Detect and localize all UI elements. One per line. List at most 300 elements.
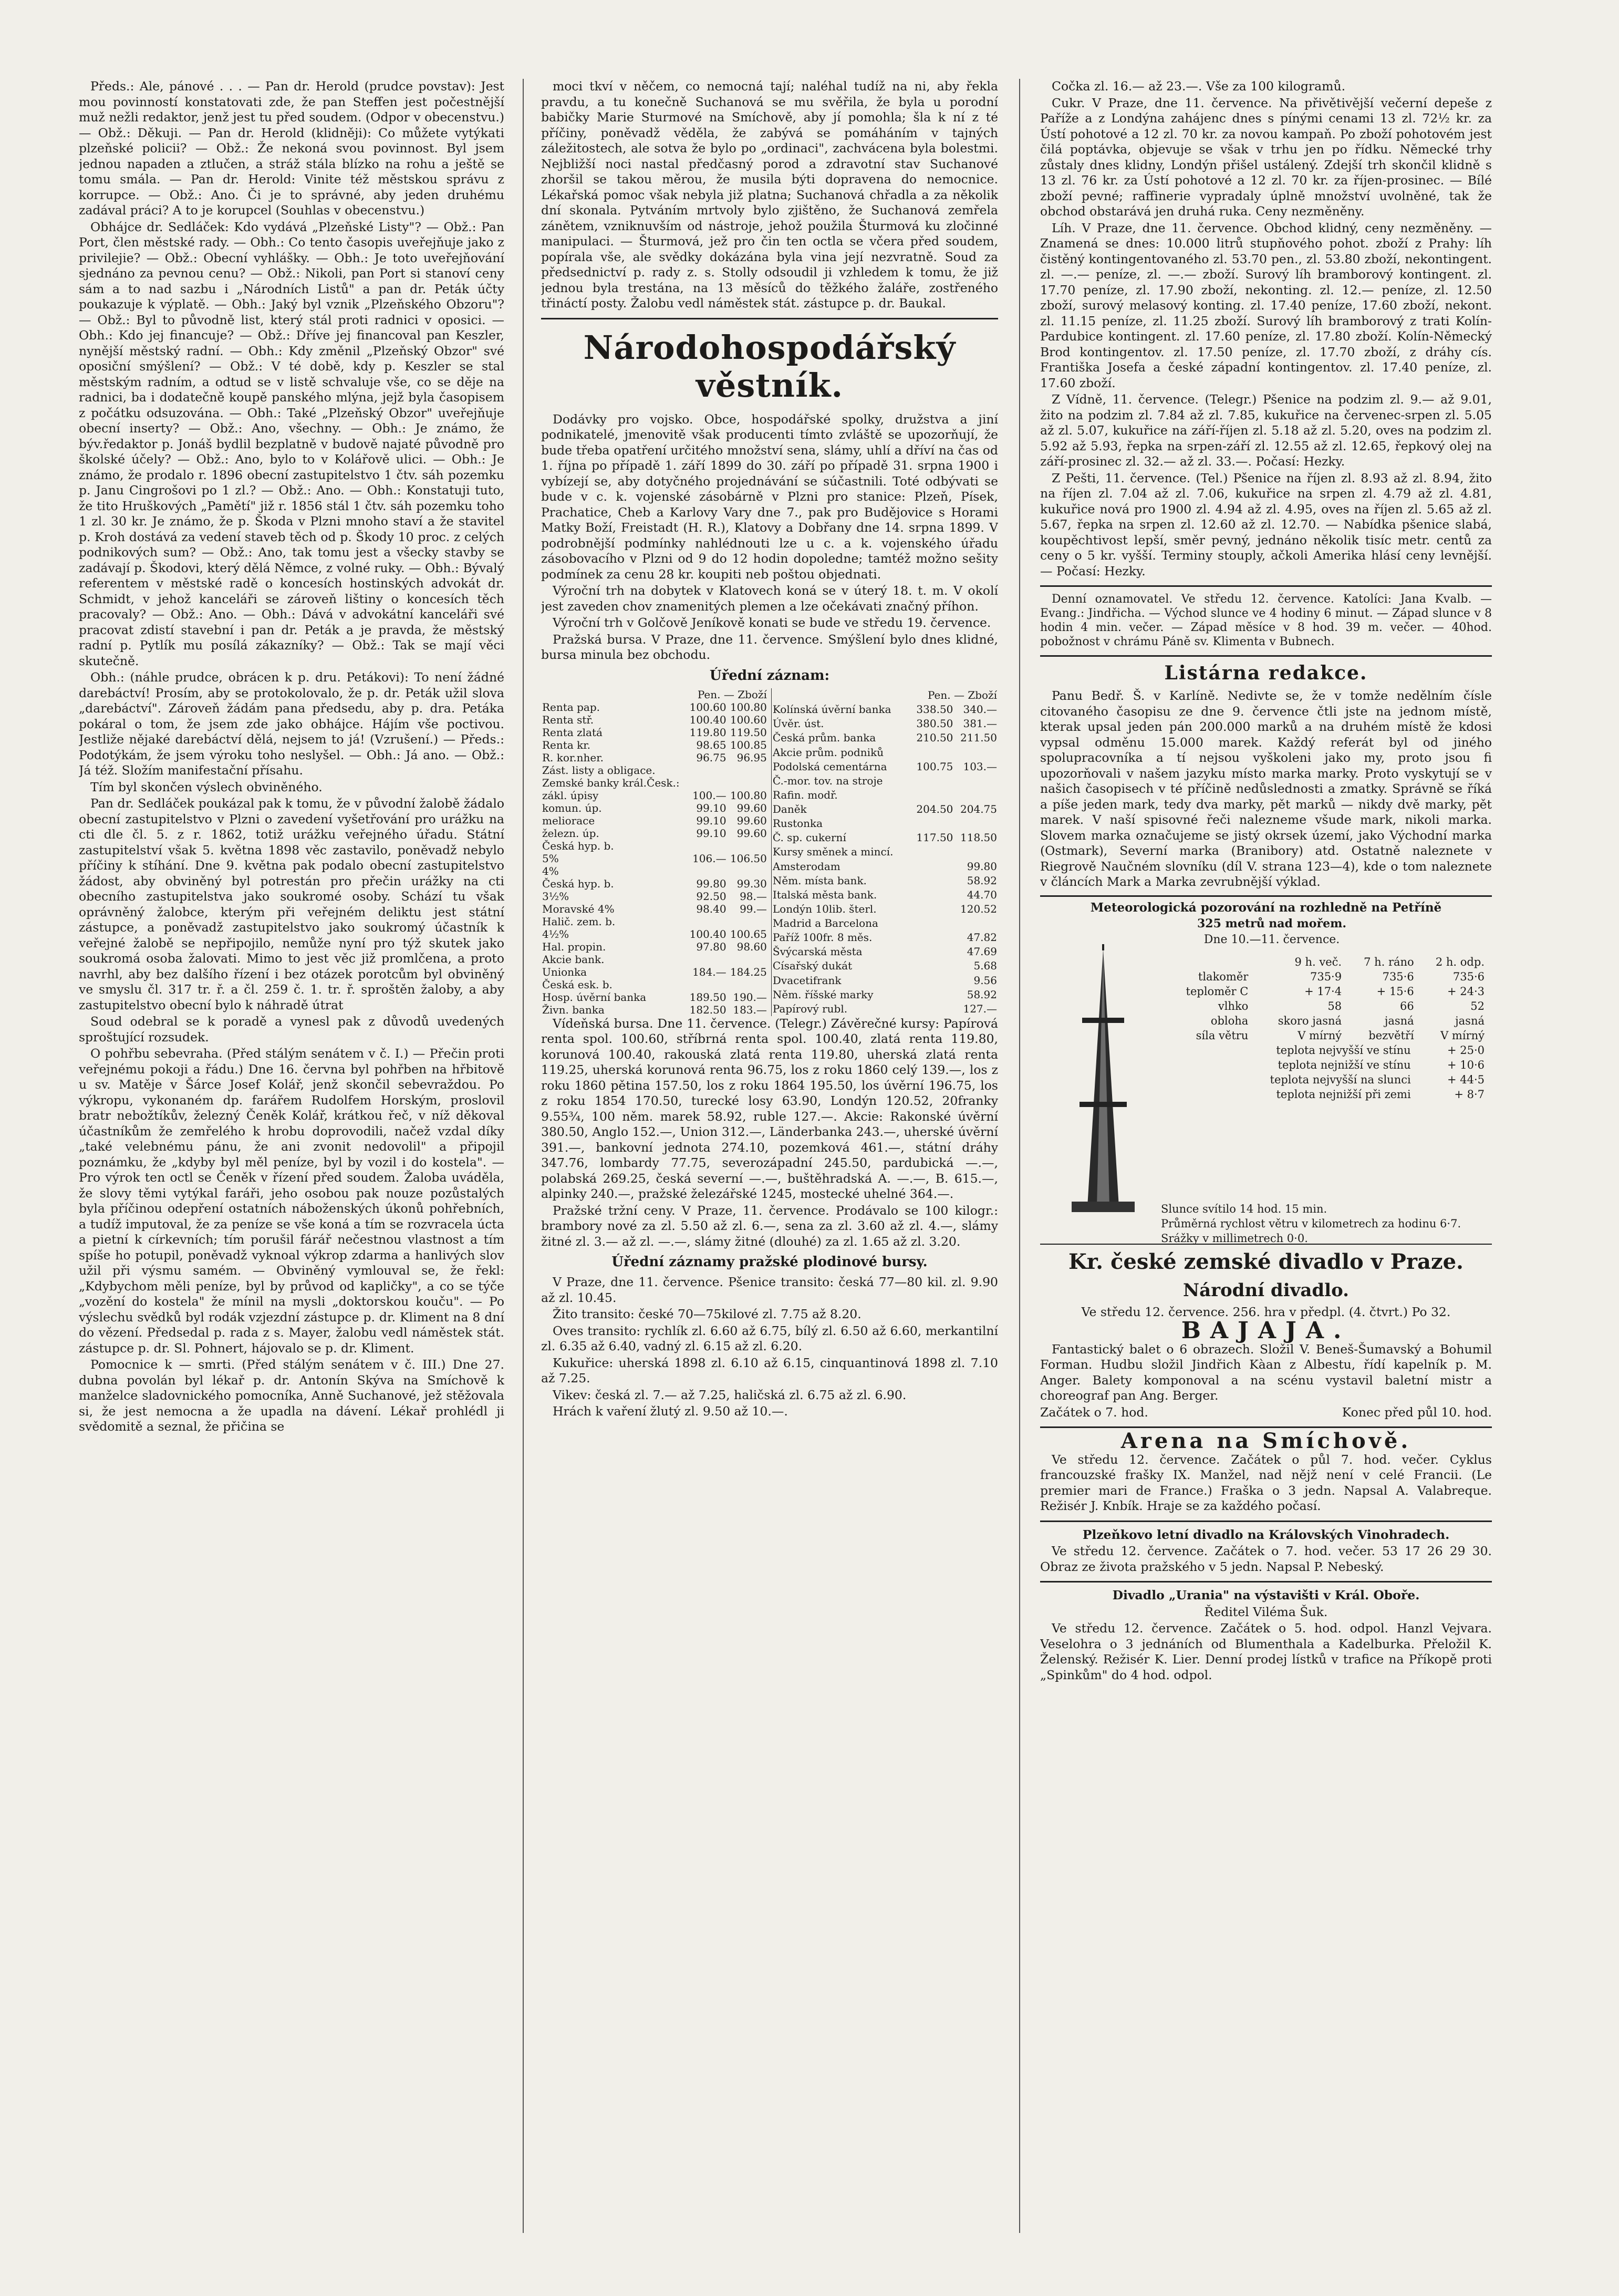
table-row: [1161, 1058, 1487, 1072]
table-row: [541, 865, 768, 877]
cell-value: + 8·7: [1454, 1088, 1485, 1101]
theatre-title: Plzeňkovo letní divadlo na Královských Vinohradech.: [1082, 1527, 1450, 1542]
paragraph: Vikev: česká zl. 7.— až 7.25, haličská zl. 6.75 až zl. 6.90.: [553, 1387, 907, 1402]
cell-value: [728, 865, 768, 877]
cell-value: 58.92: [967, 874, 997, 887]
table-row: [1161, 1087, 1487, 1102]
table-row: [771, 973, 998, 987]
row-label: Č.-mor. tov. na stroje: [772, 774, 883, 787]
cell-value: 182.50: [689, 1003, 727, 1016]
meteo-subtitle: 325 metrů nad mořem.: [1197, 917, 1347, 930]
row-label: Daněk: [772, 803, 807, 816]
divider: [1040, 585, 1492, 587]
table-row: [541, 940, 768, 953]
cell-value: [910, 873, 954, 887]
meteo-col-header: 9 h. več.: [1294, 955, 1342, 968]
table-row: [1161, 1013, 1487, 1028]
cell-value: [910, 859, 954, 873]
row-label: Renta pap.: [542, 700, 600, 713]
row-label: Kursy směnek a mincí.: [772, 845, 894, 859]
paragraph: Žito transito: české 70—75kilové zl. 7.75 až 8.20.: [553, 1307, 862, 1321]
cell-value: [954, 788, 998, 802]
table-row: [541, 953, 768, 966]
cell-value: [728, 764, 768, 777]
cell-value: [910, 745, 954, 759]
column-2: [541, 79, 998, 2233]
row-label: Úvěr. úst.: [772, 717, 824, 730]
newspaper-page: [79, 79, 1492, 2233]
cell-value: [728, 915, 768, 928]
row-label: teplota nejvyšší na slunci: [1270, 1073, 1411, 1086]
meteo-note: Slunce svítilo 14 hod. 15 min.: [1161, 1202, 1327, 1215]
cell-value: 183.—: [733, 1003, 767, 1016]
table-row: [541, 777, 768, 789]
cell-value: [687, 777, 727, 789]
theatre-subtitle: Ředitel Viléma Šuk.: [1204, 1604, 1328, 1619]
table-row: [541, 840, 768, 852]
cell-value: 100.65: [730, 927, 767, 940]
row-label: vlhko: [1218, 999, 1249, 1012]
table-row: [771, 788, 998, 802]
row-label: Zemské banky král.Česk.:: [542, 776, 680, 789]
cell-value: 117.50: [916, 831, 953, 844]
table-row: [541, 739, 768, 751]
cell-value: 99.10: [696, 814, 727, 827]
paragraph: Tím byl skončen výslech obviněného.: [90, 779, 323, 794]
row-label: Švýcarská města: [772, 945, 863, 958]
cell-value: jasná: [1455, 1014, 1485, 1027]
row-label: Akcie bank.: [542, 953, 605, 966]
section-heading: Listárna redakce.: [1164, 662, 1368, 684]
table-row: [541, 751, 768, 764]
cell-value: 100.60: [730, 713, 767, 726]
row-label: obloha: [1210, 1014, 1249, 1027]
cell-value: 100.85: [730, 738, 767, 751]
row-label: 4%: [542, 864, 559, 877]
cell-value: 118.50: [960, 831, 997, 844]
cell-value: [687, 953, 727, 966]
cell-value: 380.50: [916, 717, 953, 730]
table-row: [1161, 1072, 1487, 1087]
theatre-title: Divadlo „Urania" na výstavišti v Král. Oboře.: [1112, 1588, 1420, 1602]
cell-value: [687, 865, 727, 877]
table-row: [541, 852, 768, 865]
table-header: Pen. — Zboží: [697, 688, 767, 701]
cell-value: [910, 930, 954, 945]
arena-title: Arena na Smíchově.: [1120, 1429, 1412, 1453]
cell-value: [910, 845, 954, 859]
cell-value: 381.—: [963, 717, 997, 730]
paragraph: Pražské tržní ceny. V Praze, 11. července. Prodávalo se 100 kilogr.: brambory nové za zl. 5.50 až zl. 6.—, sena za zl. 3.60 až zl. 4.—, slámy žitné zl. 3.— až zl. —.—, slámy žitné (dlouhé) za zl. 1.65 až zl. 3.20.: [541, 1203, 998, 1249]
table-row: [541, 827, 768, 840]
meteo-table: [1161, 955, 1487, 1102]
rates-table-left: [541, 688, 768, 1016]
row-label: Česká prům. banka: [772, 731, 876, 744]
row-label: Papírový rubl.: [772, 1002, 848, 1015]
cell-value: 98.65: [696, 738, 727, 751]
cell-value: [910, 959, 954, 973]
row-label: železn. úp.: [542, 826, 599, 840]
paragraph: Fantastický balet o 6 obrazech. Složil V. Beneš-Šumavský a Bohumil Forman. Hudbu složil Jindřich Kàan z Albestu, řídí kapelník p. M. Anger. Balety komponoval a na scénu vystavil baletní mistr a choreograf pan Ang. Berger.: [1040, 1341, 1492, 1403]
start-time: Začátek o 7. hod.: [1040, 1404, 1148, 1420]
cell-value: 190.—: [733, 990, 767, 1004]
paragraph: Hrách k vaření žlutý zl. 9.50 až 10.—.: [553, 1404, 788, 1419]
cell-value: + 44·5: [1447, 1073, 1485, 1086]
paragraph: O pohřbu sebevraha. (Před stálým senátem v č. I.) — Přečin proti veřejnému pokoji a řádu.) Dne 16. června byl pohřben na hřbitově u sv. Matěje v Šárce Josef Kolář, jenž skončil sebevraždou. Po výkropu, vykonaném dp. farářem Rudolfem Horským, proslovil bratr nebožtíkův, železný Čeněk Kolář, krátkou řeč, v níž děkoval účastníkům že zemřelého k hrobu doprovodili, načež vzdal díky „také velebnému pánu, že ani zvonit nedovolil" a připojil poznámku, že „kdyby byl měl peníze, byl by vozil i do kostela". — Pro výrok ten octl se Čeněk v řízení před soudem. Žaloba uváděla, že slovy těmi vytýkal faráři, jeho osobou pak nouze pozůstalých byla příčinou odepření ostatních náboženských úkonů pohřebních, a tudíž imputoval, že za peníze se vše koná a tím se rozvracela úcta a pietní k církevních; tím porušil fárář nečestnou vlastnost a tím spíše ho potupil, poněvadž vyknoal výkrop zdarma a hanlivých slov užil při výsmu samém. — Obviněný vymlouval se, že řekl: „Kdybychom měli peníze, byl by průvod od kapličky", a co se týče „vozění do kostela" že mínil na mysli „doktorskou kouču". — Po výslechu svědků byl rodák vzjezdní zástupce p. dr. Kliment na 8 dní do vězení. Předsedal p. rada z s. Mayer, žalobu vedl náměstek stát. zástupce p. dr. Sl. Pohnert, hájovalo se p. dr. Kliment.: [79, 1046, 504, 1356]
row-label: teplota nejnižší ve stínu: [1278, 1058, 1411, 1071]
cell-value: [910, 816, 954, 831]
row-label: Londýn 10lib. šterl.: [772, 902, 877, 915]
play-times: [1040, 1405, 1492, 1421]
meteo-note: Srážky v millimetrech 0·0.: [1161, 1232, 1308, 1245]
row-label: Č. sp. cukerní: [772, 831, 846, 844]
paragraph: Cočka zl. 16.— až 23.—. Vše za 100 kilogramů.: [1052, 79, 1346, 94]
table-row: [771, 945, 998, 959]
paragraph: Pomocnice k — smrti. (Před stálým senátem v č. III.) Dne 27. dubna povolán byl lékař p. dr. Antonín Skýva na Smíchově k manželce sladovnického pomocníka, Anně Suchanové, jež stěžovala si, že jest nemocna a že upadla na dávení. Lékař prohlédl ji svědomitě a seznal, že přičina se: [79, 1357, 504, 1434]
table-header: Pen. — Zboží: [927, 689, 997, 702]
paragraph: moci tkví v něčem, co nemocná tají; naléhal tudíž na ni, aby řekla pravdu, a tu konečně Suchanová se mu svěřila, že byla u porodní babičky Marie Sturmové na Smíchově, aby jí pomohla; šla k ní z té příčiny, poněvadž věděla, že zabývá se pomáháním v tajných záležitostech, ale sotva že bylo po „ordinaci", zachvácena byla bolestmi. Nejbližší noci nastal předčasný porod a zdravotní stav Suchanové zhoršil se takou měrou, že musila býti dopravena do nemocnice. Lékařská pomoc však nebyla již platna; Suchanová chřadla a za několik dní skonala. Pytváním mrtvoly bylo zjištěno, že Suchanová zemřela zánětem, vzniknuvším od nástroje, jehož použila Šturmová ku zločinné manipulaci. — Šturmová, jež pro čin ten octla se včera před soudem, popírala vše, ale svědky dokázána byla vina její nezvratně. Soud za předsednictví p. rady z. s. Stolly odsoudil ji vzhledem k tomu, že již jednou byla trestána, na 13 měsíců do těžkého žaláře, zostřeného třináctí posty. Žalobu vedl náměstek stát. zástupce p. dr. Baukal.: [541, 79, 998, 311]
row-label: Rustonka: [772, 817, 823, 830]
cell-value: [910, 788, 954, 802]
table-row: [541, 701, 768, 713]
paragraph: Líh. V Praze, dne 11. července. Obchod klidný, ceny nezměněny. — Znamená se dnes: 10.000 litrů stupňového pohot. zboží z Prahy: líh čistěný kontingentovaného zl. 53.70 pen., zl. 53.80 zboží, nekontingent. zl. —.— peníze, zl. —.— zboží. Surový líh bramborový kontingent. zl. 17.70 peníze, zl. 17.90 zboží, nekonting. zl. 12.— peníze, zl. 12.50 zboží, surový melasový konting. zl. 17.40 peníze, 17.60 zboží, nekont. zl. 11.15 peníze, zl. 11.25 zboží. Surový líh bramborový z trati Kolín-Pardubice kontingent. zl. 17.60 peníze, zl. 17.80 zboží. Kolín-Německý Brod kontingentov. zl. 17.50 peníze, zl. 17.70 zboží, z dráhy cís. Františka Josefa a české západní kontingentov. zl. 17.40 peníze, zl. 17.60 zboží.: [1040, 220, 1492, 390]
paragraph: Dodávky pro vojsko. Obce, hospodářské spolky, družstva a jiní podnikatelé, jmenovitě však producenti tímto zvláště se upozorňují, že bude třeba opatření určitého množství sena, slámy, uhlí a dříví na čas od 1. října po případě 1. září 1899 do 30. září po případě 31. srpna 1900 i vybízejí se, aby dotyčného projednávání se súčastnili. Toté odbývati se bude v c. k. vojenské zásobárně v Plzni pro stanice: Plzeň, Písek, Prachatice, Cheb a Karlovy Vary dne 7., pak pro Budějovice s Horami Matky Boží, Freistadt (H. R.), Klatovy a Dobřany dne 14. srpna 1899. V podrobnější podmínky nahlédnouti lze u c. a k. vojenského úřadu zásobovacího v Plzni od 9 do 12 hodin dopoledne; tamtéž možno sešity podmínek za cenu 28 kr. koupiti neb poštou objednati.: [541, 411, 998, 582]
row-label: Rafin. modř.: [772, 788, 838, 801]
row-label: Renta zlatá: [542, 726, 603, 739]
paragraph: Vídeňská bursa. Dne 11. července. (Telegr.) Závěrečné kursy: Papírová renta spol. 100.60, stříbrná renta spol. 100.40, zlatá renta 119.80, korunová 100.40, rakouská zlatá renta 119.80, uherská zlatá renta 119.25, uherská korunová renta 96.75, los z roku 1860 celý 139.—, los z roku 1860 pětina 157.50, los z roku 1864 195.50, los úvěrní 196.75, los z roku 1854 170.50, turecké losy 63.90, Londýn 120.52, 20franky 9.55¾, 100 něm. marek 58.92, ruble 127.—. Akcie: Rakonské úvěrní 380.50, Anglo 152.—, Union 312.—, Länderbanka 243.—, uherské úvěrní 391.—, bankovní jednota 274.10, pozemková 461.—, státní dráhy 347.76, lombardy 77.75, severozápadní 245.50, pardubická —.—, polabská 269.25, česká severní —.—, buštěhradská A. —.—, B. 615.—, alpinky 240.—, pražské železářské 1245, mostecké uhelné 364.—.: [541, 1016, 998, 1201]
paragraph: Ve středu 12. července. Začátek o 7. hod. večer. 53 17 26 29 30. Obraz ze života pražského v 5 jedn. Napsal P. Nebeský.: [1040, 1544, 1492, 1574]
cell-value: 99.—: [740, 902, 767, 915]
cell-value: 99.60: [736, 814, 767, 827]
cell-value: 96.75: [696, 751, 727, 764]
cell-value: 99.80: [967, 860, 997, 873]
row-label: teplota nejnižší při zemi: [1276, 1088, 1411, 1101]
play-title: BAJAJA.: [1181, 1317, 1351, 1344]
paragraph: V Praze, dne 11. července. Pšenice transito: česká 77—80 kil. zl. 9.90 až zl. 10.45.: [541, 1275, 998, 1305]
section-heading: Úřední záznamy pražské plodinové bursy.: [611, 1254, 928, 1270]
cell-value: 100.40: [689, 713, 727, 726]
table-row: [541, 915, 768, 928]
divider: [1040, 1581, 1492, 1583]
cell-value: [728, 978, 768, 991]
rates-tables: [541, 688, 998, 1016]
table-row: [771, 859, 998, 873]
paragraph: Výroční trh v Golčově Jeníkově konati se bude ve středu 19. července.: [553, 615, 991, 630]
cell-value: [728, 840, 768, 852]
paragraph: Soud odebral se k poradě a vynesl pak z důvodů uvedených sproštující rozsudek.: [79, 1014, 504, 1044]
cell-value: 66: [1399, 999, 1414, 1012]
row-label: Zást. listy a obligace.: [542, 763, 656, 777]
table-row: [541, 877, 768, 890]
cell-value: + 24·3: [1447, 985, 1485, 998]
cell-value: 103.—: [963, 760, 997, 773]
table-row: [541, 903, 768, 915]
cell-value: 338.50: [916, 703, 953, 716]
paragraph: Předs.: Ale, pánové . . . — Pan dr. Herold (prudce povstav): Jest mou povinností konstatovati zde, že pan Steffen jest počestnější muž nežli redaktor, jenž jest tu před soudem. (Odpor v obecenstvu.) — Obž.: Děkuji. — Pan dr. Herold (klidněji): Co můžete vytýkati plzeňské policii? — Obž.: Že nekoná svou povinnost. Byl jsem jednou napaden a ztlučen, a stráž stála blízko na rohu a ještě se tomu smála. — Pan dr. Herold: Vinite též městskou správu z korrupce. — Obž.: Ano. Či je to správné, aby jeden druhému zadával práci? A to je korupcel (Souhlas v obecenstvu.): [79, 79, 504, 218]
daily-notice: Denní oznamovatel. Ve středu 12. července. Katolíci: Jana Kvalb. — Evang.: Jindřicha. — Východ slunce ve 4 hodiny 6 minut. — Západ slunce v 8 hodin 4 min. večer. — Západ měsíce v 8 hod. 39 m. večer. — 40hod. pobožnost v chrámu Páně sv. Klimenta v Bubnech.: [1040, 593, 1492, 648]
row-label: teploměr C: [1186, 985, 1249, 998]
row-label: 4½%: [542, 927, 569, 940]
cell-value: [728, 777, 768, 789]
divider: [1040, 655, 1492, 657]
row-label: Císařský dukát: [772, 959, 853, 973]
cell-value: 96.95: [736, 751, 767, 764]
table-row: [771, 759, 998, 773]
table-row: [541, 991, 768, 1004]
table-row: [771, 902, 998, 916]
table-row: [541, 1004, 768, 1016]
row-label: zákl. úpisy: [542, 789, 599, 802]
meteo-col-header: 2 h. odp.: [1435, 955, 1485, 968]
cell-value: skoro jasná: [1278, 1014, 1342, 1027]
cell-value: 100.75: [916, 760, 953, 773]
cell-value: 99.10: [696, 801, 727, 814]
cell-value: 735·6: [1452, 970, 1485, 983]
table-row: [1161, 999, 1487, 1013]
cell-value: + 10·6: [1447, 1058, 1485, 1071]
cell-value: 97.80: [696, 940, 727, 953]
row-label: Renta stř.: [542, 713, 594, 726]
cell-value: 735·6: [1382, 970, 1414, 983]
cell-value: [954, 745, 998, 759]
divider: [541, 318, 998, 319]
theatre-title: Kr. české zemské divadlo v Praze.: [1068, 1249, 1464, 1274]
cell-value: [954, 773, 998, 788]
cell-value: 204.50: [916, 803, 953, 816]
row-label: Něm. říšské marky: [772, 988, 874, 1001]
paragraph: Z Pešti, 11. července. (Tel.) Pšenice na říjen zl. 8.93 až zl. 8.94, žito na říjen zl. 7.04 až zl. 7.06, kukuřice na srpen zl. 4.79 až zl. 4.81, kukuřice nová pro 1900 zl. 4.94 až zl. 4.95, oves na říjen zl. 5.65 až zl. 5.67, řepka na srpen zl. 12.60 až zl. 12.70. — Nabídka pšenice slabá, koupěchtivost lepší, směr pevný, jednáno několik tisíc metr. centů za ceny o 5 kr. vyšší. Terminy stouply, ačkoli Amerika hlásí ceny levnější. — Počasí: Hezky.: [1040, 470, 1492, 578]
cell-value: 119.80: [689, 726, 727, 739]
table-title: Úřední záznam:: [709, 667, 830, 684]
cell-value: [910, 1001, 954, 1016]
row-label: Hal. propin.: [542, 940, 606, 953]
paragraph: Výroční trh na dobytek v Klatovech koná se v úterý 18. t. m. V okolí jest zaveden chov znamenitých plemen a lze očekávati značný příhon.: [541, 583, 998, 614]
paragraph: Obh.: (náhle prudce, obrácen k p. dru. Petákovi): To není žádné darebáctví! Prosím, aby se protokolovalo, že p. dr. Peták užil slova „darebáctví". Zároveň žádám pana předsedu, aby p. dra. Petáka pokáral o tom, že jsem zde jako obhájce. Hájím vše poctivou. Jestliže nějaké darebáctví dělá, nejsem to já! (Vzrušení.) — Předs.: Podotýkám, že jsem výroku toho neslyšel. — Obh.: Já ano. — Obž.: Já též. Složím manifestační přísahu.: [79, 670, 504, 778]
table-row: [771, 702, 998, 717]
row-label: R. kor.nher.: [542, 751, 604, 764]
cell-value: 184.25: [730, 965, 767, 978]
cell-value: [910, 916, 954, 930]
cell-value: + 17·4: [1304, 985, 1342, 998]
meteo-footer: [1161, 1202, 1461, 1246]
cell-value: 100.80: [730, 789, 767, 802]
paragraph: Kukuřice: uherská 1898 zl. 6.10 až 6.15, cinquantinová 1898 zl. 7.10 až 7.25.: [541, 1355, 998, 1385]
paragraph: Oves transito: rychlík zl. 6.60 až 6.75, bílý zl. 6.50 až 6.60, merkantilní zl. 6.35 až 6.40, vadný zl. 6.15 až zl. 6.20.: [541, 1323, 998, 1353]
paragraph: Cukr. V Praze, dne 11. července. Na přivětivější večerní depeše z Paříže a z Londýna zahájenc dnes s pínými cenami 13 zl. 72½ kr. za Ústí pohotové a 12 zl. 70 kr. za novou kampaň. Po zboží pohotovém jest čilá poptávka, objevuje se však v trhu jen po řídku. Německé trhy zůstaly dnes klidny, Londýn přišel ustálený. Zdejší trh skončil klidně s 13 zl. 76 kr. za Ústí pohotové a 12 zl. 70 kr. za říjen-prosinec. — Bílé zboží pevné; raffinerie vypradaly úplně množství uvolněné, tak že obchod obstarává jen druhá ruka. Ceny nezměněny.: [1040, 95, 1492, 219]
row-label: tlakoměr: [1198, 970, 1249, 983]
table-row: [771, 959, 998, 973]
cell-value: 120.52: [960, 902, 997, 915]
table-row: [771, 816, 998, 831]
table-row: [771, 1001, 998, 1016]
paragraph: Obhájce dr. Sedláček: Kdo vydává „Plzeňské Listy"? — Obž.: Pan Port, člen městské rady. — Obh.: Co tento časopis uveřejňuje jako z privilejie? — Obž.: Obecní vyhlášky. — Obh.: Je toto uveřejňování sjednáno za pevnou cenu? — Obž.: Nikoli, pan Port si stanoví ceny sám a to nad sazbu i „Národních Listů" a pan dr. Peták účty poukazuje k výplatě. — Obh.: Jaký byl vznik „Plzeňského Obzoru"? — Obž.: Byl to původně list, který stál proti radnici v oposici. — Obh.: Kdo jej financuje? — Obž.: Dříve jej financoval pan Keszler, nynější městský radní. — Obh.: Kdy změnil „Plzeňský Obzor" své oposiční smýšlení? — Obž.: V té době, kdy p. Keszler se stal městským radním, a odtud se v listě schvaluje vše, co se děje na radnici, ba i dodatečně koupě panského mlýna, jejž byla časopisem z počátku odsuzována. — Obh.: Také „Plzeňský Obzor" uveřejňuje obecní inserty? — Obž.: Ano, všechny. — Obh.: Je známo, že býv.ředaktor p. Jonáš bydlil bezplatně v budově najaté původně pro školské účely? — Obž.: Ano, bylo to v Kolářově ulici. — Obh.: Je známo, že prodalo r. 1896 obecní zastupitelstvo 1 čtv. sáh pozemku p. Janu Cingrošovi po 1 zl.? — Obž.: Ano. — Obh.: Konstatuji tuto, že tito Hruškových „Pamětí" již r. 1856 stál 1 čtv. sáh pozemku toho 1 zl. 30 kr. Je známo, že p. Škoda v Plzni mnoho staví a že stavitel p. Kroh dostává za vedení staveb těch od p. Škody 10 proc. z celých podnikových sum? — Obž.: Ano, tak tomu jest a všecky stavby se zadávají p. Škodovi, který dělá Němce, z volné ruky. — Obh.: Bývalý referentem v městské radě o koncesích hostinských advokát dr. Schmidt, v jehož kanceláři se zároveň lištiny o koncesích těch pracovaly? — Obž.: Ano. — Obh.: Dává v advokátní kanceláři své pracovat zdistí stavební i pan dr. Peták a je pravda, že městský radní p. Pytlík mu posílá zákazníky? — Obž.: Tak se mají věci skutečně.: [79, 219, 504, 668]
cell-value: [910, 887, 954, 902]
cell-value: [954, 845, 998, 859]
cell-value: V mírný: [1440, 1029, 1485, 1042]
section-heading: Národohospodářský věstník.: [583, 328, 956, 405]
row-label: Paříž 100fr. 8 měs.: [772, 931, 873, 944]
cell-value: 99.80: [696, 877, 727, 890]
meteo-col-header: 7 h. ráno: [1364, 955, 1414, 968]
cell-value: [954, 816, 998, 831]
table-row: [541, 726, 768, 739]
cell-value: 106.50: [730, 852, 767, 865]
table-row: [771, 916, 998, 930]
table-row: [541, 966, 768, 978]
table-row: [771, 731, 998, 745]
cell-value: 98.—: [740, 890, 767, 903]
cell-value: bezvětří: [1368, 1029, 1414, 1042]
table-row: [541, 978, 768, 991]
cell-value: 99.60: [736, 801, 767, 814]
row-label: Renta kr.: [542, 738, 590, 751]
row-label: síla větru: [1196, 1029, 1249, 1042]
table-row: [771, 987, 998, 1001]
paragraph: Z Vídně, 11. července. (Telegr.) Pšenice na podzim zl. 9.— až 9.01, žito na podzim zl. 7.84 až zl. 7.85, kukuřice na červenec-srpen zl. 5.05 až zl. 5.07, kukuřice na září-říjen zl. 5.18 až zl. 5.20, oves na podzim zl. 5.92 až 5.93, řepka na srpen-září zl. 12.55 až zl. 12.65, řepkový olej na září-prosinec zl. 32.— až zl. 33.—. Počasí: Hezky.: [1040, 392, 1492, 469]
cell-value: 98.40: [696, 902, 727, 915]
row-label: Česká hyp. b.: [542, 877, 614, 890]
theatre-line: Ve středu 12. července. 256. hra v předpl. (4. čtvrt.) Po 32.: [1081, 1304, 1451, 1319]
cell-value: 184.—: [692, 965, 727, 978]
row-label: Madrid a Barcelona: [772, 917, 878, 930]
cell-value: jasná: [1384, 1014, 1414, 1027]
petrin-tower-illustration: [1051, 944, 1156, 1217]
table-row: [771, 717, 998, 731]
divider: [1040, 1521, 1492, 1522]
cell-value: 99.10: [696, 826, 727, 840]
cell-value: 58.92: [967, 988, 997, 1001]
table-row: [541, 764, 768, 777]
table-row: [1161, 1028, 1487, 1043]
table-row: [771, 831, 998, 845]
cell-value: + 15·6: [1376, 985, 1414, 998]
table-row: [1161, 969, 1487, 984]
cell-value: 5.68: [973, 959, 997, 973]
cell-value: 98.60: [736, 940, 767, 953]
column-divider: [1019, 79, 1020, 2233]
cell-value: [687, 915, 727, 928]
column-divider: [523, 79, 524, 2233]
row-label: Moravské 4%: [542, 902, 615, 915]
end-time: Konec před půl 10. hod.: [1342, 1404, 1492, 1420]
column-1: [79, 79, 504, 2233]
row-label: Podolská cementárna: [772, 760, 887, 773]
row-label: Akcie prům. podniků: [772, 746, 884, 759]
table-row: [771, 845, 998, 859]
table-row: [771, 930, 998, 945]
rates-table-right: [771, 688, 998, 1016]
row-label: komun. úp.: [542, 801, 602, 814]
meteo-date: Dne 10.—11. července.: [1203, 933, 1340, 946]
cell-value: [910, 973, 954, 987]
cell-value: [910, 902, 954, 916]
cell-value: [687, 978, 727, 991]
meteo-note: Průměrná rychlost větru v kilometrech za hodinu 6·7.: [1161, 1217, 1461, 1230]
row-label: Halič. zem. b.: [542, 915, 616, 928]
cell-value: 44.70: [967, 888, 997, 901]
table-row: [1161, 984, 1487, 999]
table-row: [541, 713, 768, 726]
cell-value: 100.80: [730, 700, 767, 713]
cell-value: 210.50: [916, 731, 953, 744]
cell-value: [728, 953, 768, 966]
paragraph: Pražská bursa. V Praze, dne 11. července. Smýšlení bylo dnes klidné, bursa minula bez obchodu.: [541, 632, 998, 662]
cell-value: 47.69: [967, 945, 997, 958]
cell-value: 52: [1470, 999, 1485, 1012]
table-row: [541, 814, 768, 827]
cell-value: 99.30: [736, 877, 767, 890]
paragraph: Panu Bedř. Š. v Karlíně. Nedivte se, že v tomže nedělním čísle citovaného časopisu ze dne 9. července čtli jste na jednom místě, kterak upsal jeden pán 200.000 marků a na druhém místě že kdosi vypsal odměnu 15.000 marek. Každý referát byl od jiného spolupracovníka a tí nejsou vyškoleni jako my, proto jsou fi upozorňovali v našem jazyku místo marka marky. Proto vyskytují se v našich časopisech v té příčině nedůslednosti a zmatky. Správně se říká a píše jeden mark, tedy dva marky, pět marků — nikdy dvě marky, pět marek. V naší spisovné řeči nalezneme všude mark, nikoli marka. Slovem marka označujeme se jistý okrsek území, jako Východní marka (Ostmark), Severní marka (Branibory) atd. Ostatně naleznete v Riegrově Naučném slovníku (díl V. strana 123—4), kde o tom naleznete v článcích Mark a Marka zevrubnější výklad.: [1040, 688, 1492, 889]
cell-value: 58: [1327, 999, 1342, 1012]
row-label: Amsterodam: [772, 860, 840, 873]
paragraph: Ve středu 12. července. Začátek o půl 7. hod. večer. Cyklus francouzské frašky IX. Manžel, nad nějž není v celé Francii. (Le premier mari de France.) Fraška o 3 jedn. Napsal A. Valabreque. Režisér J. Knbík. Hraje se za každého počasí.: [1040, 1452, 1492, 1513]
table-row: [541, 890, 768, 903]
cell-value: [910, 987, 954, 1001]
table-row: [771, 745, 998, 759]
row-label: meliorace: [542, 814, 595, 827]
row-label: 5%: [542, 852, 559, 865]
cell-value: 119.50: [730, 726, 767, 739]
cell-value: 92.50: [696, 890, 727, 903]
cell-value: 106.—: [692, 852, 727, 865]
cell-value: 9.56: [973, 974, 997, 987]
cell-value: 100.—: [692, 789, 727, 802]
cell-value: [910, 945, 954, 959]
table-row: [541, 802, 768, 814]
column-3: [1040, 79, 1492, 2233]
cell-value: 189.50: [689, 990, 727, 1004]
row-label: Česká esk. b.: [542, 978, 613, 991]
table-row: [771, 773, 998, 788]
table-row: [541, 789, 768, 802]
row-label: teplota nejvyšší ve stínu: [1276, 1043, 1411, 1057]
cell-value: [687, 840, 727, 852]
row-label: Hosp. úvěrní banka: [542, 990, 647, 1004]
meteo-box: [1040, 895, 1492, 1245]
divider: [1040, 1426, 1492, 1428]
cell-value: 340.—: [963, 703, 997, 716]
cell-value: 735·9: [1310, 970, 1342, 983]
table-row: [541, 928, 768, 940]
row-label: Živn. banka: [542, 1003, 605, 1016]
cell-value: [910, 773, 954, 788]
cell-value: 100.60: [689, 700, 727, 713]
cell-value: 47.82: [967, 931, 997, 944]
cell-value: 100.40: [689, 927, 727, 940]
row-label: Kolínská úvěrní banka: [772, 703, 891, 716]
cell-value: 204.75: [960, 803, 997, 816]
cell-value: + 25·0: [1447, 1043, 1485, 1057]
row-label: Česká hyp. b.: [542, 839, 614, 852]
paragraph: Pan dr. Sedláček poukázal pak k tomu, že v původní žalobě žádalo obecní zastupitelstvo v Plzni o zavedení vyšetřování pro urážku na cti dle čl. 5. z r. 1862, totiž urážku veřejného úřadu. Státní zastupitelství však 5. května 1898 věc zastavilo, poněvadž nebylo příčiny k stíhání. Dne 9. května pak podalo obecní zastupitelstvo žádost, aby obviněný byl potrestán pro přečin urážky na cti obecního zastupitelstva jako soukromé osoby. Schází tu však oprávněný žalobce, kterým při veřejném deliktu jest státní zástupce, a poněvadž zastupitelstvo jako soukromý účastník k veřejné žalobě se nepřipojilo, nemůže nyní pro týž skutek jako soukromá osoba žalovati. Mimo to jest věc již promlčena, a proto navrhl, aby bez dalšího řízení i bez otázek porotcům byl obviněný ve smyslu čl. 317 tr. ř. a čl. 259 č. 1. tr. ř. sproštěn žaloby, a aby zastupitelstvo obecní bylo k náhradě útrat: [79, 796, 504, 1012]
cell-value: [687, 764, 727, 777]
cell-value: V mírný: [1298, 1029, 1342, 1042]
table-row: [771, 873, 998, 887]
theatre-subtitle: Národní divadlo.: [1182, 1279, 1350, 1301]
row-label: Unionka: [542, 965, 587, 978]
cell-value: 99.60: [736, 826, 767, 840]
table-row: [771, 802, 998, 816]
row-label: 3½%: [542, 890, 569, 903]
cell-value: 211.50: [960, 731, 997, 744]
row-label: Italská města bank.: [772, 888, 877, 901]
table-row: [1161, 1043, 1487, 1058]
cell-value: 127.—: [963, 1002, 997, 1015]
cell-value: [954, 916, 998, 930]
row-label: Něm. místa bank.: [772, 874, 867, 887]
row-label: Dvacetifrank: [772, 974, 842, 987]
table-row: [771, 887, 998, 902]
